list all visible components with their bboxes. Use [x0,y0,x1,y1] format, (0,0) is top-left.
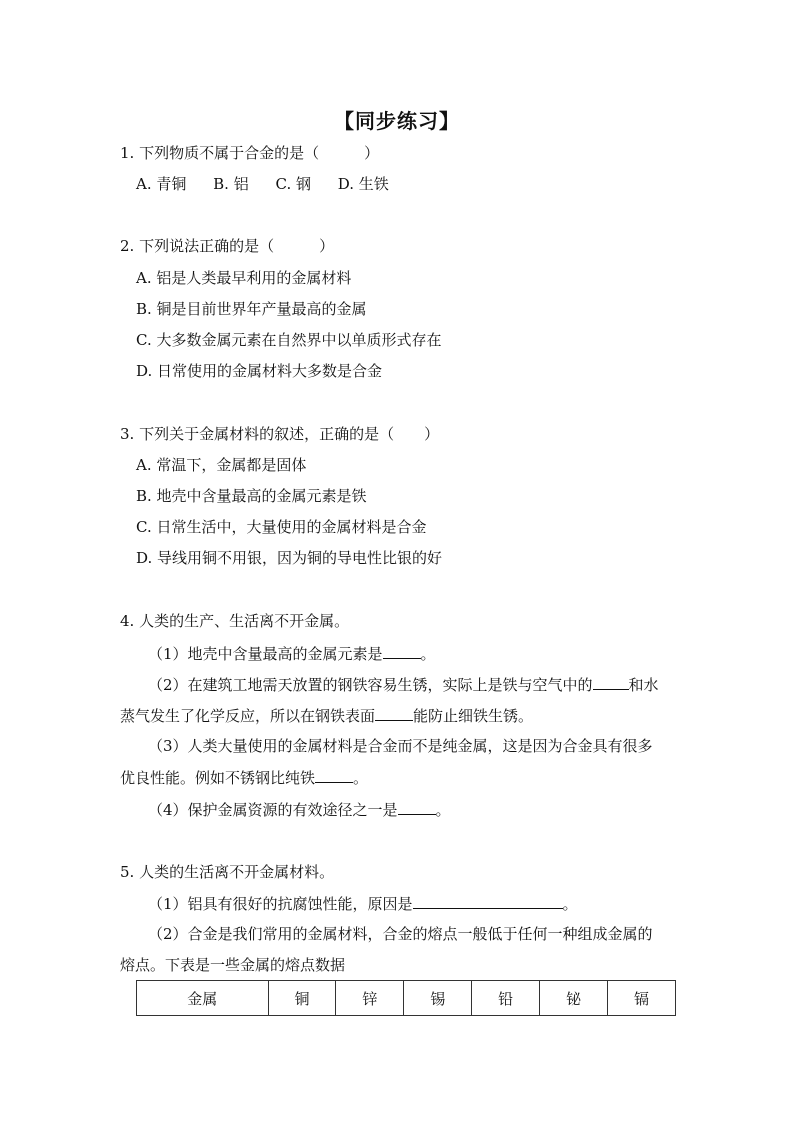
answer-blank[interactable] [375,705,413,721]
question-4-part-1: （1）地壳中含量最高的金属元素是 。 [148,645,436,663]
option-c: C. 钢 [275,175,311,193]
table-header-cell: 铅 [472,981,540,1016]
option-a: A. 常温下，金属都是固体 [136,456,307,474]
question-4-part-4: （4）保护金属资源的有效途径之一是 。 [148,801,451,819]
question-3-stem: 3. 下列关于金属材料的叙述，正确的是（ ） [120,425,440,443]
question-4-part-2: （2）在建筑工地需天放置的钢铁容易生锈，实际上是铁与空气中的 和水 [148,676,659,694]
option-d: D. 导线用铜不用银，因为铜的导电性比银的好 [136,549,443,567]
answer-blank[interactable] [593,674,629,690]
table-header-cell: 锌 [336,981,404,1016]
option-b: B. 铜是目前世界年产量最高的金属 [136,300,367,318]
page-title: 【同步练习】 [334,109,460,133]
table-header-cell: 镉 [608,981,676,1016]
melting-point-table [136,980,676,1016]
option-c: C. 大多数金属元素在自然界中以单质形式存在 [136,331,442,349]
question-5-part-2: （2）合金是我们常用的金属材料，合金的熔点一般低于任何一种组成金属的 [148,925,653,943]
question-4-part-3: （3）人类大量使用的金属材料是合金而不是纯金属，这是因为合金具有很多 [148,737,653,755]
question-5-part-2-continued: 熔点。下表是一些金属的熔点数据 [120,956,346,974]
option-c: C. 日常生活中，大量使用的金属材料是合金 [136,518,427,536]
option-a: A. 青铜 [136,175,187,193]
question-1-options [136,174,411,194]
table-row [137,981,676,1016]
question-2-stem: 2. 下列说法正确的是（ ） [120,237,335,255]
option-b: B. 地壳中含量最高的金属元素是铁 [136,487,367,505]
question-4-stem: 4. 人类的生产、生活离不开金属。 [120,612,350,630]
answer-blank[interactable] [383,643,421,659]
answer-blank[interactable] [398,799,436,815]
table-header-cell: 铜 [268,981,336,1016]
option-d: D. 生铁 [337,175,389,193]
question-4-part-3-continued: 优良性能。例如不锈钢比纯铁 。 [120,769,369,787]
question-4-part-2-continued: 蒸气发生了化学反应，所以在钢铁表面 能防止细铁生锈。 [120,707,534,725]
option-a: A. 铝是人类最早利用的金属材料 [136,269,352,287]
option-b: B. 铝 [213,175,249,193]
question-1-stem: 1. 下列物质不属于合金的是（ ） [120,144,380,162]
table-header-cell: 金属 [137,981,269,1016]
table-header-cell: 锡 [404,981,472,1016]
table-header-cell: 铋 [540,981,608,1016]
answer-blank[interactable] [315,767,353,783]
option-d: D. 日常使用的金属材料大多数是合金 [136,362,383,380]
question-5-stem: 5. 人类的生活离不开金属材料。 [120,863,335,881]
answer-blank[interactable] [413,893,563,909]
question-5-part-1: （1）铝具有很好的抗腐蚀性能，原因是 。 [148,895,578,913]
